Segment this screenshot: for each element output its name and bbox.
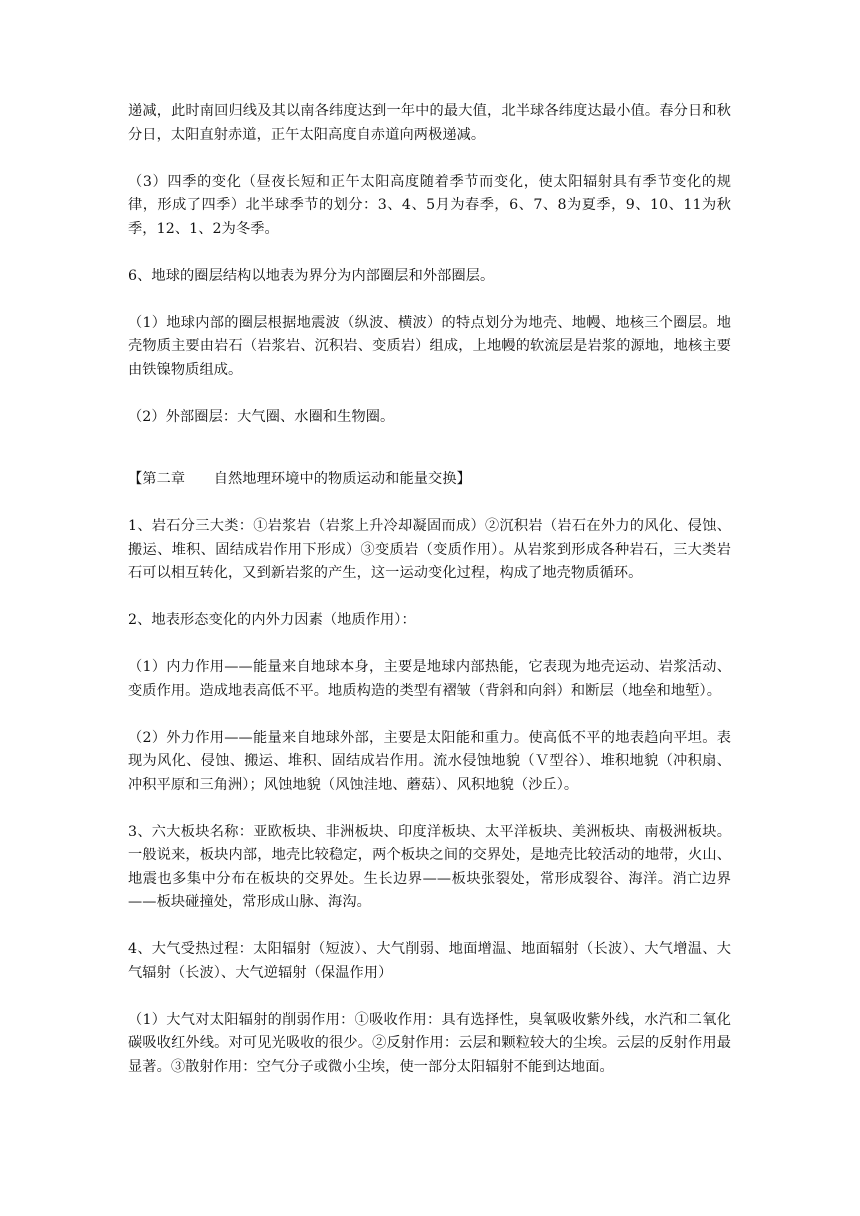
paragraph: （1）大气对太阳辐射的削弱作用：①吸收作用：具有选择性，臭氧吸收紫外线，水汽和二氧化碳吸收红外线。对可见光吸收的很少。②反射作用：云层和颗粒较大的尘埃。云层的反射作用最显著。③散射作用：空气分子或微小尘埃，使一部分太阳辐射不能到达地面。: [128, 1011, 731, 1075]
paragraph: 1、岩石分三大类：①岩浆岩（岩浆上升冷却凝固而成）②沉积岩（岩石在外力的风化、侵蚀、搬运、堆积、固结成岩作用下形成）③变质岩（变质作用）。从岩浆到形成各种岩石，三大类岩石可以相互转化，又到新岩浆的产生，这一运动变化过程，构成了地壳物质循环。: [128, 518, 731, 581]
paragraph: （1）内力作用——能量来自地球本身，主要是地球内部热能，它表现为地壳运动、岩浆活动、变质作用。造成地表高低不平。地质构造的类型有褶皱（背斜和向斜）和断层（地垒和地堑）。: [128, 659, 731, 699]
section-heading: 6、地球的圈层结构以地表为界分为内部圈层和外部圈层。: [128, 267, 495, 284]
paragraph: （1）地球内部的圈层根据地震波（纵波、横波）的特点划分为地壳、地幔、地核三个圈层。地壳物质主要由岩石（岩浆岩、沉积岩、变质岩）组成，上地幔的软流层是岩浆的源地，地核主要由铁镍物质组成。: [128, 314, 731, 378]
paragraph: （2）外部圈层：大气圈、水圈和生物圈。: [128, 408, 395, 425]
paragraph: 递减，此时南回归线及其以南各纬度达到一年中的最大值，北半球各纬度达最小值。春分日和秋分日，太阳直射赤道，正午太阳高度自赤道向两极递减。: [128, 103, 731, 143]
paragraph: 3、六大板块名称：亚欧板块、非洲板块、印度洋板块、太平洋板块、美洲板块、南极洲板块。一般说来，板块内部，地壳比较稳定，两个板块之间的交界处，是地壳比较活动的地带，火山、地震也多集中分布在板块的交界处。生长边界——板块张裂处，常形成裂谷、海洋。消亡边界——板块碰撞处，常形成山脉、海沟。: [128, 823, 731, 910]
chapter-heading: 【第二章 自然地理环境中的物质运动和能量交换】: [128, 471, 471, 487]
paragraph: 4、大气受热过程：太阳辐射（短波）、大气削弱、地面增温、地面辐射（长波）、大气增温、大气辐射（长波）、大气逆辐射（保温作用）: [128, 941, 731, 981]
document-body: [128, 100, 731, 1079]
paragraph: （2）外力作用——能量来自地球外部，主要是太阳能和重力。使高低不平的地表趋向平坦。表现为风化、侵蚀、搬运、堆积、固结成岩作用。流水侵蚀地貌（Ｖ型谷）、堆积地貌（冲积扇、冲积平原和三角洲）；风蚀地貌（风蚀洼地、蘑菇）、风积地貌（沙丘）。: [128, 729, 731, 793]
section-heading: 2、地表形态变化的内外力因素（地质作用）：: [128, 612, 416, 628]
paragraph: （3）四季的变化（昼夜长短和正午太阳高度随着季节而变化，使太阳辐射具有季节变化的规律，形成了四季）北半球季节的划分：3、4、5月为春季，6、7、8为夏季，9、10、11为秋季，12、1、2为冬季。: [128, 173, 731, 237]
